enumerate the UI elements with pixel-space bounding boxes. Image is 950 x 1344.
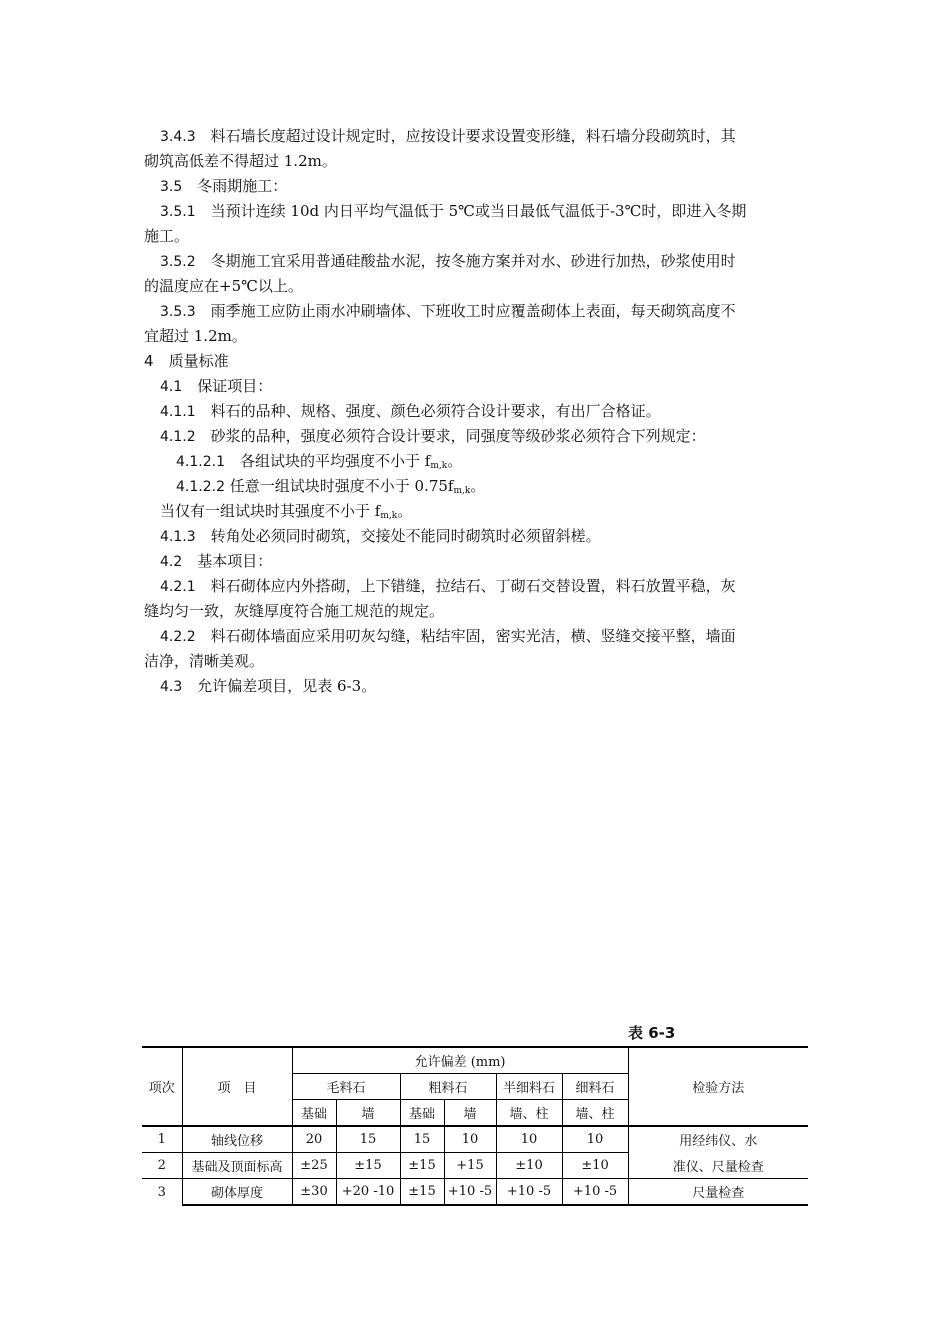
header-group: 半细料石 (496, 1074, 562, 1100)
header-sub: 墙 (336, 1100, 400, 1127)
header-sub: 基础 (400, 1100, 444, 1127)
deviation-table (142, 1046, 808, 1206)
header-sub: 墙、柱 (496, 1100, 562, 1127)
clause-3-5-2: 3.5.2 冬期施工宜采用普通硅酸盐水泥，按冬施方案并对水、砂进行加热，砂浆使用时 (160, 252, 736, 270)
header-group: 粗料石 (400, 1074, 496, 1100)
header-method: 检验方法 (628, 1047, 808, 1126)
section-4-heading: 4 质量标准 (144, 352, 229, 370)
clause-3-5-2-cont: 的温度应在+5℃以上。 (144, 277, 303, 295)
header-sub: 墙、柱 (562, 1100, 628, 1127)
table-row: 1 轴线位移 20 15 15 10 10 10 用经纬仪、水 (142, 1126, 808, 1153)
clause-3-5-1: 3.5.1 当预计连续 10d 内日平均气温低于 5℃或当日最低气温低于-3℃时，即进入冬期 (160, 202, 747, 220)
header-group: 细料石 (562, 1074, 628, 1100)
clause-4-2-1-cont: 缝均匀一致，灰缝厚度符合施工规范的规定。 (144, 602, 445, 620)
clause-4-2-2: 4.2.2 料石砌体墙面应采用叨灰勾缝，粘结牢固，密实光洁，横、竖缝交接平整，墙面 (160, 627, 736, 645)
clause-4-1-2: 4.1.2 砂浆的品种，强度必须符合设计要求，同强度等级砂浆必须符合下列规定： (160, 427, 706, 445)
table-title: 表 6-3 (628, 1024, 676, 1042)
clause-3-4-3-cont: 砌筑高低差不得超过 1.2m。 (144, 152, 337, 170)
clause-4-1: 4.1 保证项目： (160, 377, 273, 395)
clause-4-2-1: 4.2.1 料石砌体应内外搭砌，上下错缝，拉结石、丁砌石交替设置，料石放置平稳，灰 (160, 577, 736, 595)
header-group: 毛料石 (292, 1074, 400, 1100)
header-allowed: 允许偏差 (mm) (292, 1047, 628, 1074)
clause-3-5-3-cont: 宜超过 1.2m。 (144, 327, 247, 345)
clause-4-1-2-2: 4.1.2.2 任意一组试块时强度不小于 $0.75f_{m,k}$。 (176, 477, 486, 496)
clause-4-2: 4.2 基本项目： (160, 552, 273, 570)
clause-single-sample: 当仅有一组试块时其强度不小于 $f_{m,k}$。 (160, 502, 413, 521)
clause-4-1-1: 4.1.1 料石的品种、规格、强度、颜色必须符合设计要求，有出厂合格证。 (160, 402, 661, 420)
table-row: 3 砌体厚度 ±30 +20 -10 ±15 +10 -5 +10 -5 +10 -5 尺量检查 (142, 1179, 808, 1206)
clause-4-1-3: 4.1.3 转角处必须同时砌筑，交接处不能同时砌筑时必须留斜槎。 (160, 527, 601, 545)
header-sub: 基础 (292, 1100, 336, 1127)
clause-4-1-2-1: 4.1.2.1 各组试块的平均强度不小于 $f_{m,k}$。 (176, 452, 463, 471)
header-item: 项 目 (182, 1047, 292, 1126)
body-text (144, 124, 808, 699)
clause-4-3: 4.3 允许偏差项目，见表 6-3。 (160, 677, 377, 695)
header-sub: 墙 (444, 1100, 496, 1127)
clause-3-5-3: 3.5.3 雨季施工应防止雨水冲刷墙体、下班收工时应覆盖砌体上表面，每天砌筑高度不 (160, 302, 736, 320)
clause-4-2-2-cont: 洁净，清晰美观。 (144, 652, 265, 670)
clause-3-5-1-cont: 施工。 (144, 227, 190, 245)
clause-3-5: 3.5 冬雨期施工： (160, 177, 288, 195)
table-row: 2 基础及顶面标高 ±25 ±15 ±15 +15 ±10 ±10 准仪、尺量检查 (142, 1153, 808, 1179)
header-index: 项次 (142, 1047, 182, 1126)
clause-3-4-3: 3.4.3 料石墙长度超过设计规定时，应按设计要求设置变形缝，料石墙分段砌筑时，其 (160, 127, 736, 145)
